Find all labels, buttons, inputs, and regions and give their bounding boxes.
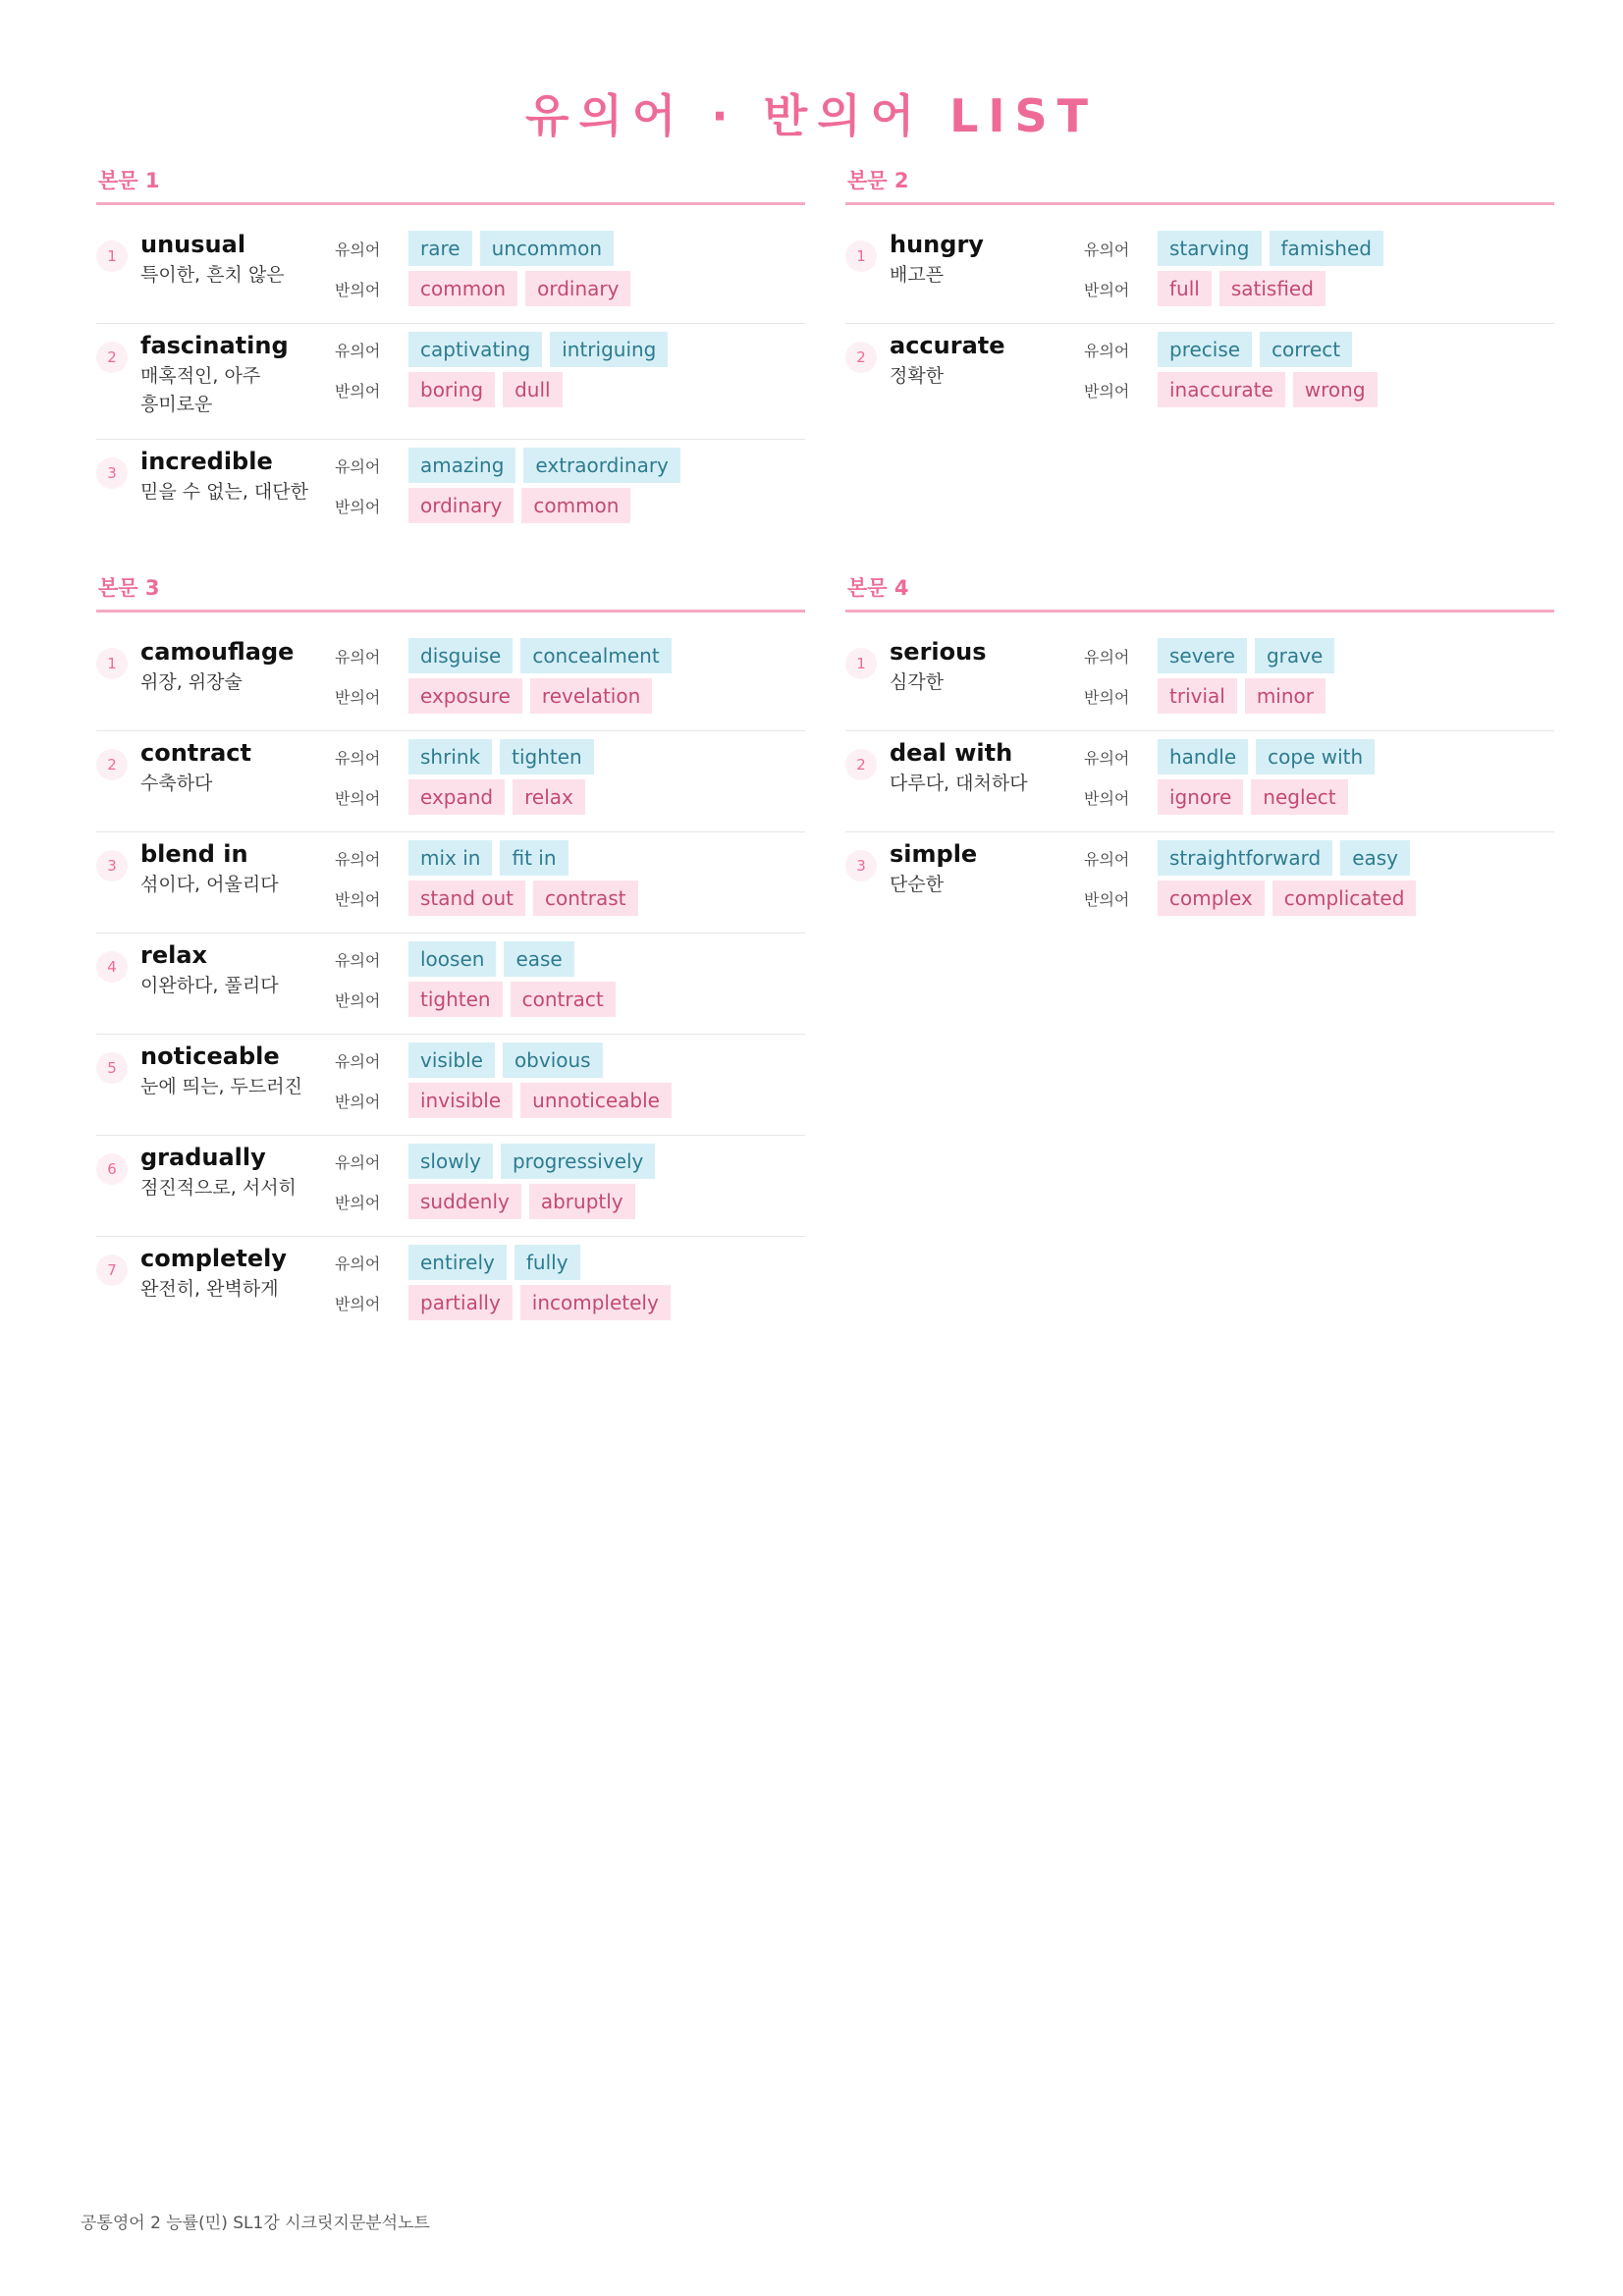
synonym-label: 유의어 xyxy=(335,1051,381,1071)
synonym-row xyxy=(335,1042,611,1078)
synonym-chip: cope with xyxy=(1256,739,1375,774)
entry-meaning: 단순한 xyxy=(890,874,945,895)
synonym-chip: uncommon xyxy=(480,231,614,266)
antonym-chip: abruptly xyxy=(529,1184,635,1219)
antonym-label: 반의어 xyxy=(335,497,381,516)
entry-number: 4 xyxy=(96,951,128,983)
synonym-chip: correct xyxy=(1260,332,1352,367)
entry-word: fascinating xyxy=(140,332,289,359)
synonym-label: 유의어 xyxy=(335,1254,381,1273)
synonym-chip: ease xyxy=(504,941,573,977)
antonym-label: 반의어 xyxy=(1084,889,1130,909)
synonym-chip: shrink xyxy=(408,739,492,774)
entry-word: camouflage xyxy=(140,638,295,666)
entry-meaning: 특이한, 흔치 않은 xyxy=(140,264,285,286)
synonym-label: 유의어 xyxy=(335,647,381,667)
antonym-row xyxy=(335,982,623,1017)
entry-meaning: 완전히, 완벽하게 xyxy=(140,1278,279,1300)
entry-meaning: 심각한 xyxy=(890,671,945,693)
synonym-label: 유의어 xyxy=(1084,647,1130,667)
antonym-label: 반의어 xyxy=(335,1294,381,1313)
antonym-chip: suddenly xyxy=(408,1184,521,1219)
synonym-row xyxy=(335,448,688,483)
antonym-row xyxy=(335,1285,678,1320)
synonym-label: 유의어 xyxy=(1084,341,1130,360)
synonym-row xyxy=(335,739,602,774)
entry-word: contract xyxy=(140,739,252,767)
entry-number: 6 xyxy=(96,1153,128,1185)
antonym-row xyxy=(335,1184,643,1219)
antonym-label: 반의어 xyxy=(335,381,381,400)
entry-word: accurate xyxy=(890,332,1005,359)
entry-word: unusual xyxy=(140,231,246,258)
antonym-row xyxy=(1084,271,1333,306)
synonym-row xyxy=(1084,840,1418,876)
antonym-label: 반의어 xyxy=(335,889,381,909)
antonym-chip: relax xyxy=(513,779,585,815)
antonym-chip: complicated xyxy=(1272,881,1417,916)
entry-meaning: 다루다, 대처하다 xyxy=(890,773,1028,794)
vocab-entry xyxy=(845,832,1554,934)
synonym-chip: precise xyxy=(1158,332,1252,367)
antonym-label: 반의어 xyxy=(335,1092,381,1111)
antonym-chip: ordinary xyxy=(525,271,630,306)
vocab-entry xyxy=(96,1035,805,1136)
vocab-entry xyxy=(96,324,805,440)
entry-number: 2 xyxy=(96,749,128,780)
synonym-row xyxy=(1084,739,1382,774)
antonym-chip: satisfied xyxy=(1219,271,1325,306)
antonym-chip: trivial xyxy=(1158,678,1237,714)
synonym-row xyxy=(335,638,679,673)
antonym-chip: revelation xyxy=(530,678,652,714)
vocab-entry xyxy=(845,731,1554,832)
synonym-label: 유의어 xyxy=(1084,240,1130,259)
section-4 xyxy=(845,574,1554,934)
synonym-chip: easy xyxy=(1340,840,1410,876)
entry-word: serious xyxy=(890,638,987,666)
entry-word: noticeable xyxy=(140,1042,280,1070)
antonym-chip: inaccurate xyxy=(1158,372,1285,407)
antonym-chip: complex xyxy=(1158,881,1265,916)
synonym-chip: slowly xyxy=(408,1144,493,1179)
synonym-chip: handle xyxy=(1158,739,1248,774)
synonym-chip: fully xyxy=(514,1245,580,1280)
synonym-label: 유의어 xyxy=(335,849,381,869)
synonym-chip: mix in xyxy=(408,840,492,876)
synonym-chip: tighten xyxy=(500,739,594,774)
vocab-entry xyxy=(845,324,1554,425)
antonym-row xyxy=(335,271,638,306)
entry-number: 2 xyxy=(845,749,877,780)
antonym-chip: contrast xyxy=(533,881,638,916)
vocab-entry xyxy=(96,1237,805,1338)
synonym-chip: loosen xyxy=(408,941,496,977)
vocab-entry xyxy=(96,440,805,541)
synonym-chip: captivating xyxy=(408,332,542,367)
entry-word: blend in xyxy=(140,840,248,868)
synonym-chip: extraordinary xyxy=(523,448,679,483)
entry-meaning: 정확한 xyxy=(890,365,945,387)
page-title: 유의어 · 반의어 LIST xyxy=(524,89,1099,142)
entry-meaning: 섞이다, 어울리다 xyxy=(140,874,279,895)
synonym-chip: starving xyxy=(1158,231,1262,266)
synonym-chip: fit in xyxy=(500,840,568,876)
entry-meaning: 수축하다 xyxy=(140,773,213,794)
entry-word: relax xyxy=(140,941,208,969)
synonym-chip: entirely xyxy=(408,1245,507,1280)
synonym-chip: obvious xyxy=(503,1042,603,1078)
synonym-chip: progressively xyxy=(501,1144,655,1179)
antonym-chip: contract xyxy=(511,982,616,1017)
antonym-chip: expand xyxy=(408,779,505,815)
vocab-entry xyxy=(845,223,1554,324)
section-2 xyxy=(845,167,1554,425)
antonym-chip: wrong xyxy=(1293,372,1378,407)
synonym-row xyxy=(335,332,676,367)
entry-number: 1 xyxy=(96,648,128,679)
synonym-chip: severe xyxy=(1158,638,1247,673)
synonym-row xyxy=(1084,231,1391,266)
antonym-row xyxy=(335,779,593,815)
antonym-chip: dull xyxy=(503,372,562,407)
antonym-chip: exposure xyxy=(408,678,522,714)
antonym-row xyxy=(335,881,646,916)
antonym-label: 반의어 xyxy=(335,687,381,707)
antonym-chip: partially xyxy=(408,1285,513,1320)
antonym-row xyxy=(1084,779,1356,815)
synonym-label: 유의어 xyxy=(335,748,381,768)
antonym-chip: unnoticeable xyxy=(520,1083,672,1118)
vocab-entry xyxy=(96,1136,805,1237)
synonym-chip: rare xyxy=(408,231,472,266)
antonym-label: 반의어 xyxy=(1084,381,1130,400)
entry-number: 3 xyxy=(96,457,128,489)
entry-number: 2 xyxy=(96,342,128,373)
entry-word: incredible xyxy=(140,448,273,475)
entry-number: 7 xyxy=(96,1255,128,1286)
synonym-chip: grave xyxy=(1255,638,1334,673)
page-footer: 공통영어 2 능률(민) SL1강 시크릿지문분석노트 xyxy=(81,2214,430,2233)
synonym-row xyxy=(335,840,576,876)
entry-number: 1 xyxy=(845,240,877,272)
entry-meaning: 이완하다, 풀리다 xyxy=(140,975,279,996)
antonym-label: 반의어 xyxy=(335,280,381,299)
antonym-chip: full xyxy=(1158,271,1212,306)
synonym-label: 유의어 xyxy=(1084,748,1130,768)
synonym-label: 유의어 xyxy=(335,341,381,360)
entry-number: 2 xyxy=(845,342,877,373)
antonym-row xyxy=(1084,881,1424,916)
synonym-label: 유의어 xyxy=(1084,849,1130,869)
entry-meaning: 눈에 띄는, 두드러진 xyxy=(140,1076,302,1097)
synonym-row xyxy=(1084,638,1342,673)
synonym-chip: amazing xyxy=(408,448,515,483)
synonym-row xyxy=(1084,332,1360,367)
antonym-chip: ignore xyxy=(1158,779,1243,815)
entry-number: 3 xyxy=(96,850,128,881)
entry-meaning: 배고픈 xyxy=(890,264,945,286)
entry-number: 3 xyxy=(845,850,877,881)
synonym-chip: disguise xyxy=(408,638,513,673)
entry-number: 1 xyxy=(96,240,128,272)
section-heading: 본문 4 xyxy=(845,574,1554,613)
synonym-chip: concealment xyxy=(520,638,671,673)
antonym-chip: minor xyxy=(1245,678,1325,714)
synonym-chip: famished xyxy=(1270,231,1383,266)
antonym-chip: stand out xyxy=(408,881,525,916)
antonym-label: 반의어 xyxy=(1084,788,1130,808)
antonym-label: 반의어 xyxy=(1084,687,1130,707)
section-1 xyxy=(96,167,805,541)
antonym-row xyxy=(335,488,638,523)
antonym-label: 반의어 xyxy=(335,788,381,808)
entry-number: 5 xyxy=(96,1052,128,1084)
vocab-entry xyxy=(96,731,805,832)
synonym-label: 유의어 xyxy=(335,1152,381,1172)
synonym-row xyxy=(335,1144,663,1179)
entry-word: simple xyxy=(890,840,978,868)
entry-word: gradually xyxy=(140,1144,266,1171)
antonym-row xyxy=(335,678,660,714)
antonym-label: 반의어 xyxy=(335,1193,381,1212)
synonym-label: 유의어 xyxy=(335,950,381,970)
section-heading: 본문 2 xyxy=(845,167,1554,205)
synonym-chip: intriguing xyxy=(550,332,668,367)
antonym-row xyxy=(1084,372,1385,407)
antonym-label: 반의어 xyxy=(335,990,381,1010)
entry-word: completely xyxy=(140,1245,288,1272)
antonym-chip: tighten xyxy=(408,982,503,1017)
section-3 xyxy=(96,574,805,1338)
antonym-chip: invisible xyxy=(408,1083,513,1118)
vocab-entry xyxy=(96,934,805,1035)
synonym-label: 유의어 xyxy=(335,240,381,259)
vocab-entry xyxy=(96,630,805,731)
antonym-chip: ordinary xyxy=(408,488,514,523)
synonym-chip: straightforward xyxy=(1158,840,1332,876)
vocab-entry xyxy=(96,832,805,934)
antonym-chip: neglect xyxy=(1251,779,1347,815)
vocab-entry xyxy=(96,223,805,324)
entry-meaning: 매혹적인, 아주 흥미로운 xyxy=(140,365,261,415)
entry-word: hungry xyxy=(890,231,984,258)
entry-meaning: 위장, 위장술 xyxy=(140,671,243,693)
entry-meaning: 점진적으로, 서서히 xyxy=(140,1177,297,1199)
antonym-label: 반의어 xyxy=(1084,280,1130,299)
antonym-row xyxy=(335,1083,679,1118)
synonym-chip: visible xyxy=(408,1042,495,1078)
synonym-label: 유의어 xyxy=(335,456,381,476)
section-heading: 본문 3 xyxy=(96,574,805,613)
antonym-chip: common xyxy=(408,271,517,306)
synonym-row xyxy=(335,231,622,266)
synonym-row xyxy=(335,941,582,977)
entry-meaning: 믿을 수 없는, 대단한 xyxy=(140,481,308,503)
antonym-chip: common xyxy=(521,488,630,523)
section-heading: 본문 1 xyxy=(96,167,805,205)
entry-word: deal with xyxy=(890,739,1013,767)
antonym-chip: incompletely xyxy=(520,1285,671,1320)
synonym-row xyxy=(335,1245,588,1280)
entry-number: 1 xyxy=(845,648,877,679)
antonym-row xyxy=(335,372,570,407)
antonym-chip: boring xyxy=(408,372,495,407)
vocab-entry xyxy=(845,630,1554,731)
antonym-row xyxy=(1084,678,1333,714)
